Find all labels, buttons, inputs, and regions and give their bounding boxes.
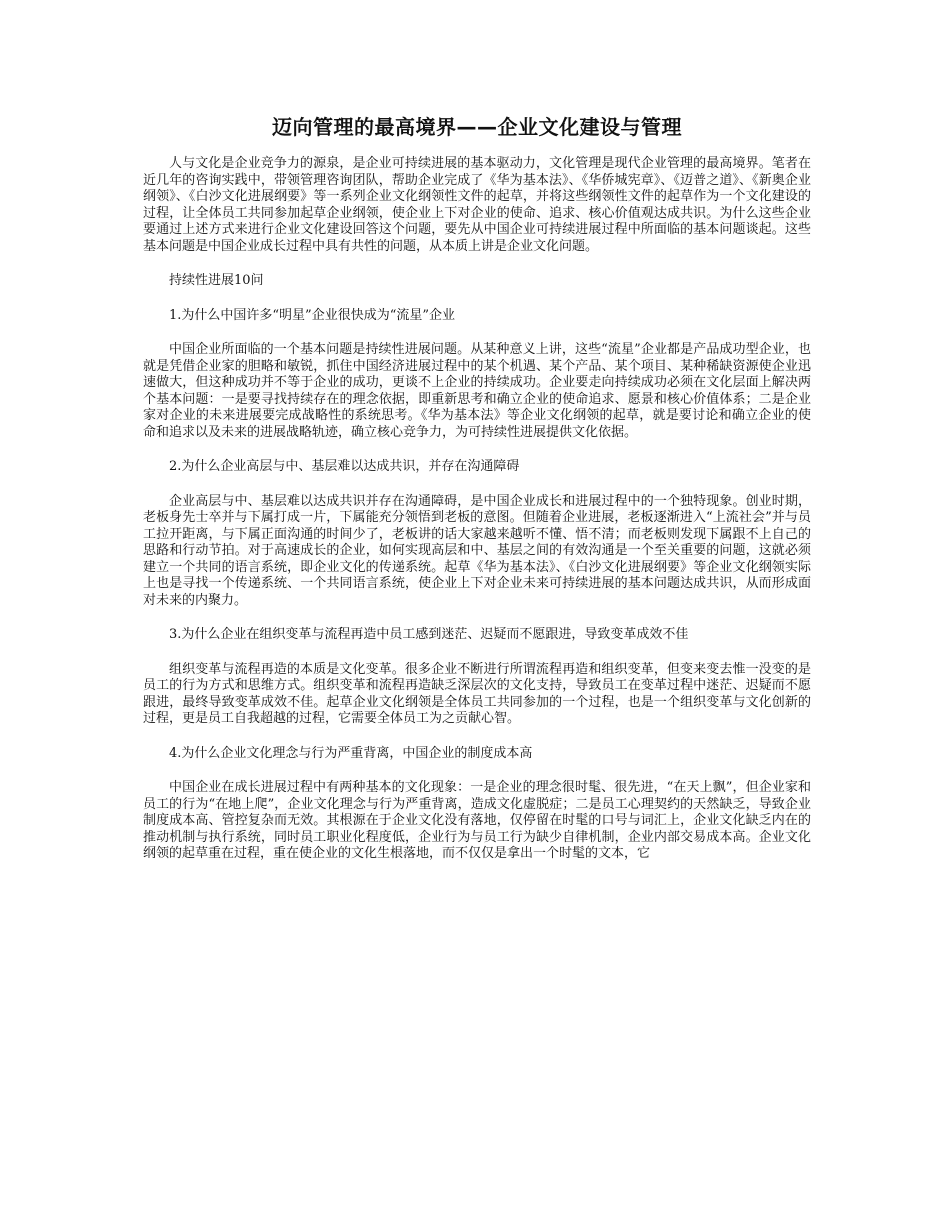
document-page (143, 112, 811, 881)
answer-paragraph-2: 企业高层与中、基层难以达成共识并存在沟通障碍，是中国企业成长和进展过程中的一个独特现象。创业时期，老板身先士卒并与下属打成一片，下属能充分领悟到老板的意图。但随着企业进展，老板逐渐进入“上流社会”并与员工拉开距离，与下属正面沟通的时间少了，老板讲的话大家越来越听不懂、悟不清；而老板则发现下属跟不上自己的思路和行动节拍。对于高速成长的企业，如何实现高层和中、基层之间的有效沟通是一个至关重要的问题，这就必须建立一个共同的语言系统，即企业文化的传递系统。起草《华为基本法》、《白沙文化进展纲要》等企业文化纲领实际上也是寻找一个传递系统、一个共同语言系统，使企业上下对企业未来可持续进展的基本问题达成共识，从而形成面对未来的内聚力。 (143, 493, 811, 608)
intro-paragraph: 人与文化是企业竞争力的源泉，是企业可持续进展的基本驱动力，文化管理是现代企业管理的最高境界。笔者在近几年的咨询实践中，带领管理咨询团队，帮助企业完成了《华为基本法》、《华侨城宪章》、《迈普之道》、《新奥企业纲领》、《白沙文化进展纲要》等一系列企业文化纲领性文件的起草，并将这些纲领性文件的起草作为一个文化建设的过程，让全体员工共同参加起草企业纲领，使企业上下对企业的使命、追求、核心价值观达成共识。为什么这些企业要通过上述方式来进行企业文化建设回答这个问题，要先从中国企业可持续进展过程中所面临的基本问题谈起。这些基本问题是中国企业成长过程中具有共性的问题，从本质上讲是企业文化问题。 (143, 156, 811, 254)
answer-paragraph-4: 中国企业在成长进展过程中有两种基本的文化现象：一是企业的理念很时髦、很先进，“在天上飘”，但企业家和员工的行为“在地上爬”，企业文化理念与行为严重背离，造成文化虚脱症；二是员工心理契约的天然缺乏，导致企业制度成本高、管控复杂而无效。其根源在于企业文化没有落地，仅停留在时髦的口号与词汇上，企业文化缺乏内在的推动机制与执行系统，同时员工职业化程度低，企业行为与员工行为缺少自律机制，企业内部交易成本高。企业文化纲领的起草重在过程，重在使企业的文化生根落地，而不仅仅是拿出一个时髦的文本，它 (143, 780, 811, 861)
question-heading-2: 2.为什么企业高层与中、基层难以达成共识，并存在沟通障碍 (169, 459, 520, 474)
document-title: 迈向管理的最高境界——企业文化建设与管理 (272, 115, 682, 139)
section-heading: 持续性进展10问 (169, 273, 264, 288)
question-heading-1: 1.为什么中国许多“明星”企业很快成为“流星”企业 (169, 307, 455, 323)
question-heading-4: 4.为什么企业文化理念与行为严重背离，中国企业的制度成本高 (169, 745, 533, 761)
answer-paragraph-3: 组织变革与流程再造的本质是文化变革。很多企业不断进行所谓流程再造和组织变革，但变来变去惟一没变的是员工的行为方式和思维方式。组织变革和流程再造缺乏深层次的文化支持，导致员工在变革过程中迷茫、迟疑而不愿跟进，最终导致变革成效不佳。起草企业文化纲领是全体员工共同参加的一个过程，也是一个组织变革与文化创新的过程，更是员工自我超越的过程，它需要全体员工为之贡献心智。 (143, 661, 811, 726)
answer-paragraph-1: 中国企业所面临的一个基本问题是持续性进展问题。从某种意义上讲，这些“流星”企业都是产品成功型企业，也就是凭借企业家的胆略和敏锐，抓住中国经济进展过程中的某个机遇、某个产品、某个项目、某种稀缺资源使企业迅速做大，但这种成功并不等于企业的成功，更谈不上企业的持续成功。企业要走向持续成功必须在文化层面上解决两个基本问题：一是要寻找持续存在的理念依据，即重新思考和确立企业的使命追求、愿景和核心价值体系；二是企业家对企业的未来进展要完成战略性的系统思考。《华为基本法》等企业文化纲领的起草，就是要讨论和确立企业的使命和追求以及未来的进展战略轨迹，确立核心竞争力，为可持续性进展提供文化依据。 (143, 342, 811, 440)
question-heading-3: 3.为什么企业在组织变革与流程再造中员工感到迷茫、迟疑而不愿跟进，导致变革成效不佳 (169, 627, 689, 642)
